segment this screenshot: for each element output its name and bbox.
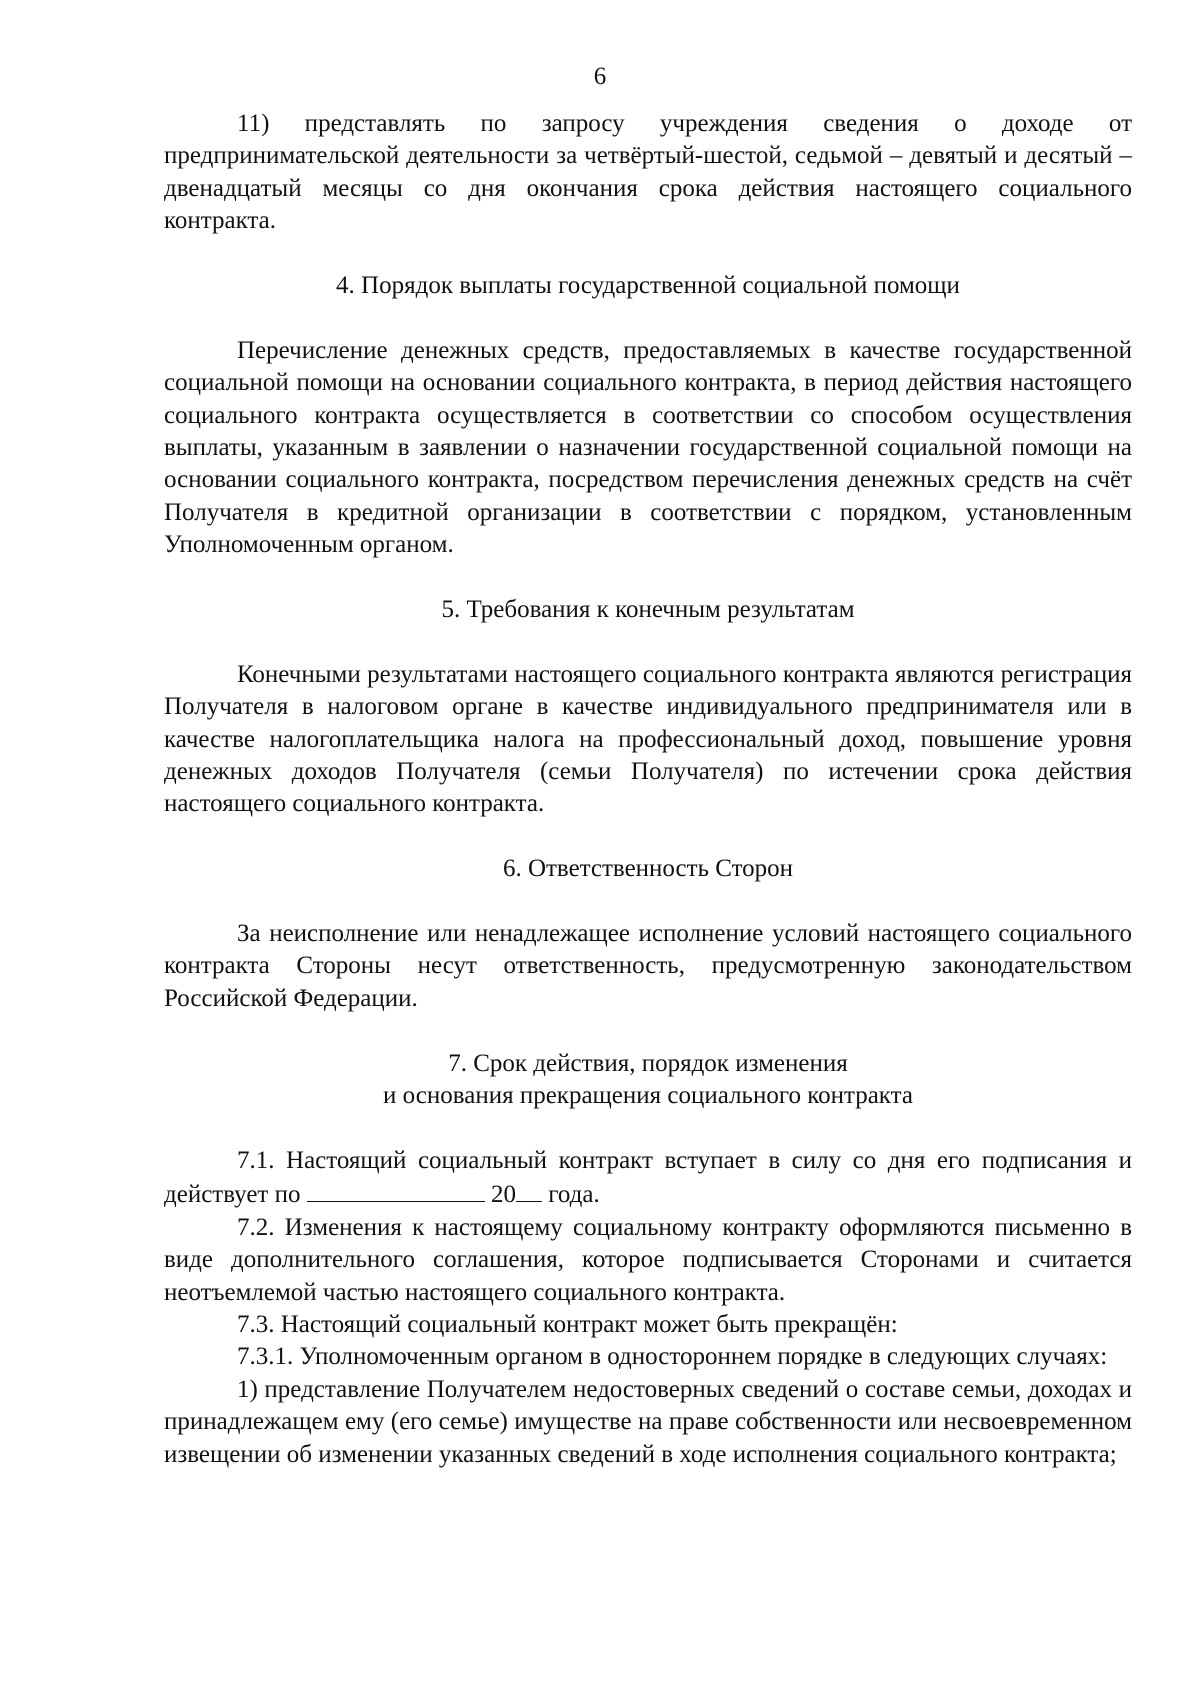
spacer: [164, 626, 1132, 658]
clause-7-3-paragraph: 7.3. Настоящий социальный контракт может быть прекращён:: [237, 1310, 898, 1338]
spacer: [164, 302, 1132, 334]
clause-7-1-text: 7.1. Настоящий социальный контракт вступает в силу со дня его подписания и действует по: [164, 1146, 1132, 1209]
page-number: 6: [593, 63, 607, 90]
clause-7-3-1-paragraph: 7.3.1. Уполномоченным органом в одностороннем порядке в следующих случаях:: [237, 1343, 1108, 1371]
clause-11-paragraph: 11) представлять по запросу учреждения сведения о доходе от предпринимательской деятельности за четвёртый-шестой, седьмой – девятый и десятый – двенадцатый месяцы со дня окончания срока действия настоящего социального контракта.: [164, 110, 1132, 235]
section-7-heading-line-1: 7. Срок действия, порядок изменения: [448, 1049, 848, 1077]
spacer: [164, 1015, 1132, 1047]
section-7-heading: [164, 1048, 1132, 1113]
year-blank-line: [516, 1177, 542, 1202]
section-6-paragraph: За неисполнение или ненадлежащее исполнение условий настоящего социального контракта Стороны несут ответственность, предусмотренную законодательством Российской Федерации.: [164, 920, 1132, 1012]
section-4-heading: 4. Порядок выплаты государственной социальной помощи: [336, 272, 960, 300]
section-7-heading-line-2: и основания прекращения социального контракта: [383, 1082, 913, 1110]
date-blank-line: [307, 1177, 485, 1202]
section-5-heading: 5. Требования к конечным результатам: [441, 596, 855, 624]
spacer: [164, 886, 1132, 918]
spacer: [164, 562, 1132, 594]
termination-item-1: 1) представление Получателем недостоверных сведений о составе семьи, доходах и принадлежащем ему (его семье) имуществе на праве собственности или несвоевременном извещении об изменении указанных сведений в ходе исполнения социального контракта;: [164, 1375, 1132, 1468]
spacer: [164, 238, 1132, 270]
year-prefix: 20: [491, 1181, 516, 1209]
clause-7-2-paragraph: 7.2. Изменения к настоящему социальному контракту оформляются письменно в виде дополнительного соглашения, которое подписывается Сторонами и считается неотъемлемой частью настоящего социального контракта.: [164, 1213, 1132, 1306]
spacer: [164, 1112, 1132, 1144]
clause-7-1-paragraph: [164, 1145, 1132, 1212]
section-5-paragraph: Конечными результатами настоящего социального контракта являются регистрация Получателя в налоговом органе в качестве индивидуального предпринимателя или в качестве налогоплательщика налога на профессиональный доход, повышение уровня денежных доходов Получателя (семьи Получателя) по истечении срока действия настоящего социального контракта.: [164, 660, 1132, 818]
section-4-paragraph: Перечисление денежных средств, предоставляемых в качестве государственной социальной помощи на основании социального контракта, в период действия настоящего социального контракта осуществляется в соответствии со способом осуществления выплаты, указанным в заявлении о назначении государственной социальной помощи на основании социального контракта, посредством перечисления денежных средств на счёт Получателя в кредитной организации в соответствии с порядком, установленным Уполномоченным органом.: [164, 336, 1132, 559]
section-6-heading: 6. Ответственность Сторон: [502, 855, 794, 883]
spacer: [164, 821, 1132, 853]
clause-7-1-year-word: года.: [548, 1181, 600, 1209]
document-body: [164, 108, 1132, 1471]
